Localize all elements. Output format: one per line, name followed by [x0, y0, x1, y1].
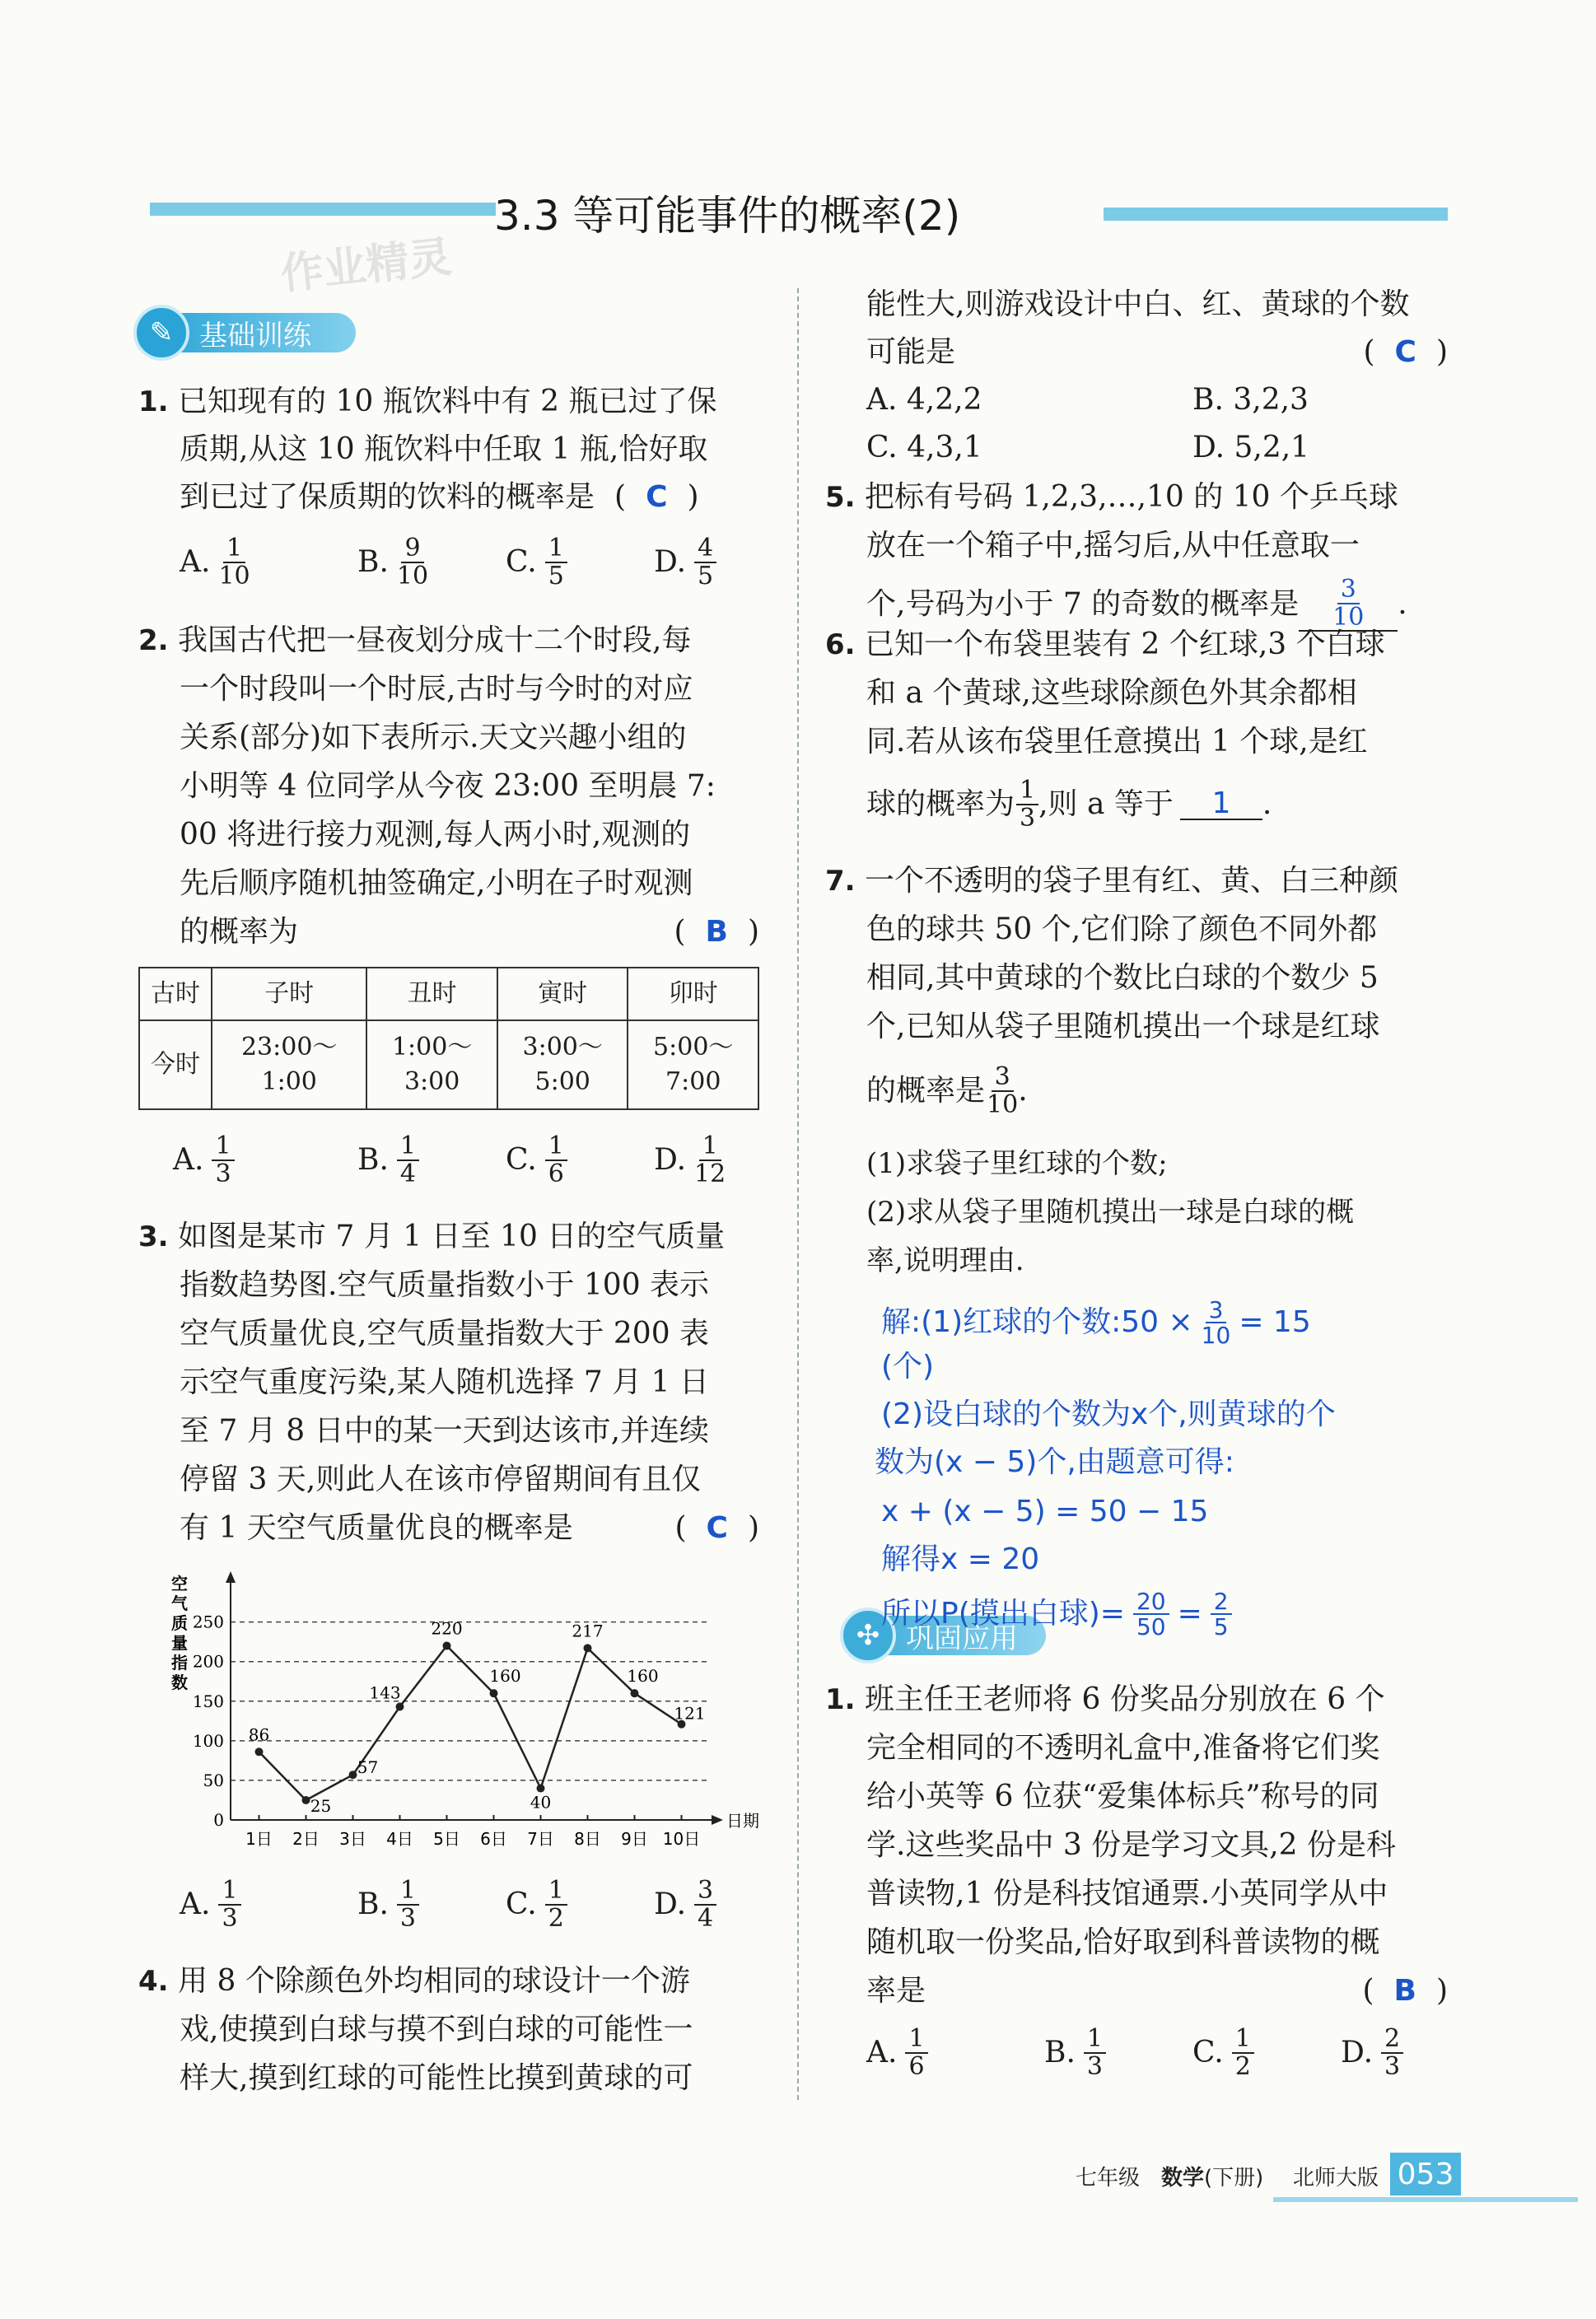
page-number: 053: [1390, 2153, 1461, 2195]
x-tick-label: 8日: [574, 1829, 601, 1849]
q7-sub2b: 率,说明理由.: [866, 1244, 1024, 1277]
data-point: [490, 1689, 498, 1697]
q3-text7: 有 1 天空气质量优良的概率是: [180, 1511, 573, 1545]
q4-answer: C: [1394, 335, 1416, 369]
q6-line2: 和 a 个黄球,这些球除颜色外其余都相: [866, 676, 1357, 710]
q4-option-d: D. 5,2,1: [1192, 431, 1310, 464]
q1-option-a: A. $\frac{1}{10}$: [180, 534, 250, 590]
q1-text1: 已知现有的 10 瓶饮料中有 2 瓶已过了保: [178, 385, 717, 418]
q1-line2: 质期,从这 10 瓶饮料中任取 1 瓶,恰好取: [180, 432, 708, 466]
q4-text1: 用 8 个除颜色外均相同的球设计一个游: [178, 1964, 690, 1998]
x-tick-label: 4日: [386, 1829, 413, 1849]
y-tick-label: 0: [213, 1810, 224, 1830]
q6-line4: 球的概率为 $\frac{1}{3}$ ,则 a 等于 1 .: [866, 776, 1272, 833]
table-cell: 古时: [139, 968, 212, 1020]
q2-line4: 小明等 4 位同学从今夜 23:00 至明晨 7:: [180, 769, 716, 803]
q3-option-a: A. $\frac{1}{3}$: [180, 1878, 241, 1931]
q4-cont-line2: 可能是 ( C ): [866, 335, 1448, 369]
q2-option-d: D. $\frac{1}{12}$: [654, 1132, 726, 1188]
c1-option-b: B. $\frac{1}{3}$: [1044, 2026, 1106, 2079]
q1-answer: C: [646, 480, 668, 514]
q7-solution-unit: (个): [881, 1350, 935, 1383]
q3-text1: 如图是某市 7 月 1 日至 10 日的空气质量: [178, 1220, 726, 1253]
q2-line5: 00 将进行接力观测,每人两小时,观测的: [180, 818, 691, 852]
q2-option-b: B. $\frac{1}{4}$: [357, 1133, 419, 1187]
x-tick-label: 9日: [621, 1829, 648, 1849]
table-cell: 寅时: [497, 968, 628, 1020]
q3-option-d: D. $\frac{3}{4}$: [654, 1878, 716, 1931]
c1-line7: 率是 ( B ): [866, 1974, 1448, 2008]
q5-line2: 放在一个箱子中,摇匀后,从中任意取一: [866, 529, 1360, 562]
y-axis-label: 数: [171, 1673, 188, 1692]
q3-line7: 有 1 天空气质量优良的概率是 ( C ): [180, 1511, 759, 1545]
table-cell: 今时: [139, 1020, 212, 1109]
footer-edition: 北师大版: [1293, 2166, 1379, 2191]
x-tick-label: 7日: [527, 1829, 554, 1849]
section-basic: [150, 313, 356, 352]
q5-answer-n: 3: [1337, 576, 1360, 604]
q2-option-c: C. $\frac{1}{6}$: [506, 1133, 567, 1187]
table-cell: 丑时: [366, 968, 497, 1020]
y-axis-label: 量: [171, 1633, 188, 1653]
section-basic-label: 基础训练: [199, 319, 311, 352]
y-tick-label: 150: [192, 1691, 224, 1711]
title-bar-left: [150, 203, 496, 216]
q3-answer: C: [706, 1511, 728, 1545]
air-quality-chart: [156, 1565, 782, 1861]
data-point: [584, 1644, 592, 1652]
q7-sub2: (2)求从袋子里随机摸出一球是白球的概: [866, 1196, 1355, 1229]
q1-line3: 到已过了保质期的饮料的概率是 ( C ): [180, 480, 699, 514]
time-table: [138, 967, 759, 1110]
data-label: 217: [572, 1621, 604, 1641]
c1-option-a: A. $\frac{1}{6}$: [866, 2026, 928, 2079]
series-line: [259, 1645, 682, 1799]
q7-sub1: (1)求袋子里红球的个数;: [866, 1147, 1168, 1180]
q6-text1: 已知一个布袋里装有 2 个红球,3 个白球: [865, 628, 1385, 661]
data-label: 143: [369, 1682, 401, 1703]
pencil-icon: ✎: [133, 305, 189, 361]
title-bar-right: [1104, 208, 1448, 221]
q6-number: 6.: [825, 628, 856, 661]
q7-line5: 的概率是 $\frac{3}{10}$ .: [866, 1062, 1028, 1119]
x-tick-label: 6日: [480, 1829, 507, 1849]
c1-option-c: C. $\frac{1}{2}$: [1192, 2026, 1254, 2079]
c1-number: 1.: [825, 1683, 856, 1716]
q7-solution-1: 解:(1)红球的个数:50 × $\frac{3}{10}$ = 15: [881, 1296, 1311, 1350]
q3-line3: 空气质量优良,空气质量指数大于 200 表: [180, 1317, 710, 1351]
y-axis-label: 空: [171, 1574, 188, 1593]
data-label: 220: [431, 1618, 463, 1639]
q5-line3: 个,号码为小于 7 的奇数的概率是 $\frac{3}{10}$ .: [866, 575, 1407, 632]
q5-text1: 把标有号码 1,2,3,…,10 的 10 个乒乓球: [865, 480, 1398, 514]
q5-line1: [825, 480, 1398, 514]
c1-line3: 给小英等 6 位获“爱集体标兵”称号的同: [866, 1780, 1379, 1813]
q3-line4: 示空气重度污染,某人随机选择 7 月 1 日: [180, 1365, 710, 1399]
q4-cont-text2: 可能是: [866, 335, 956, 369]
c1-line2: 完全相同的不透明礼盒中,准备将它们奖: [866, 1731, 1380, 1765]
q7-solution-4: 解得x = 20: [881, 1542, 1040, 1576]
q4-number: 4.: [138, 1965, 169, 1998]
data-label: 40: [530, 1792, 552, 1813]
c1-answer: B: [1393, 1974, 1416, 2008]
q7-line1: [825, 866, 1398, 896]
q6-line3: 同.若从该布袋里任意摸出 1 个球,是红: [866, 725, 1368, 758]
x-tick-label: 3日: [339, 1829, 366, 1849]
x-tick-label: 2日: [292, 1829, 320, 1849]
q7-line2: 色的球共 50 个,它们除了颜色不同外都: [866, 912, 1378, 946]
table-row: [139, 1020, 758, 1109]
data-point: [631, 1689, 639, 1697]
q3-line1: [138, 1222, 725, 1252]
q1-text3: 到已过了保质期的饮料的概率是: [180, 480, 595, 514]
x-axis-label: 日期: [726, 1811, 759, 1831]
watermark: 作业精灵: [278, 232, 455, 300]
q3-line5: 至 7 月 8 日中的某一天到达该市,并连续: [180, 1414, 710, 1448]
y-axis-label: 指: [171, 1653, 188, 1673]
y-tick-label: 100: [192, 1730, 224, 1751]
q4-line1: [138, 1964, 690, 1998]
footer-bar: [1273, 2197, 1578, 2202]
q2-answer: B: [705, 915, 728, 949]
q2-option-a: A. $\frac{1}{3}$: [173, 1133, 235, 1187]
q2-line1: [138, 623, 692, 657]
q5-text3: 个,号码为小于 7 的奇数的概率是: [866, 586, 1300, 621]
q6-text4b: ,则 a 等于: [1038, 786, 1174, 821]
q7-line4: 个,已知从袋子里随机摸出一个球是红球: [866, 1010, 1380, 1043]
data-point: [349, 1771, 357, 1779]
q7-line3: 相同,其中黄球的个数比白球的个数少 5: [866, 961, 1379, 995]
data-label: 57: [357, 1757, 379, 1778]
c1-text7: 率是: [866, 1974, 926, 2008]
c1-line1: [825, 1682, 1385, 1716]
q7-text1: 一个不透明的袋子里有红、黄、白三种颜: [865, 864, 1399, 898]
q1-option-c: C. $\frac{1}{5}$: [506, 535, 567, 589]
data-point: [443, 1641, 451, 1649]
q7-text5: 的概率是: [866, 1073, 986, 1108]
table-cell: 5:00～ 7:00: [628, 1020, 758, 1109]
q2-text7: 的概率为: [180, 915, 299, 949]
q4-line3: 样大,摸到红球的可能性比摸到黄球的可: [180, 2061, 693, 2095]
y-axis-label: 质: [171, 1613, 188, 1633]
c1-option-d: D. $\frac{2}{3}$: [1341, 2026, 1403, 2079]
q5-number: 5.: [825, 481, 856, 514]
x-tick-label: 5日: [433, 1829, 460, 1849]
column-divider: [797, 288, 799, 2100]
q1-number: 1.: [138, 385, 169, 418]
page-title: 3.3 等可能事件的概率(2): [494, 192, 961, 240]
table-row: [139, 968, 758, 1020]
q6-text4a: 球的概率为: [866, 786, 1015, 821]
q2-line6: 先后顺序随机抽签确定,小明在子时观测: [180, 866, 693, 900]
y-tick-label: 200: [192, 1651, 224, 1672]
y-tick-label: 250: [192, 1612, 224, 1632]
table-cell: 子时: [212, 968, 366, 1020]
q7-solution-5: 所以P(摸出白球)= $\frac{20}{50}$ = $\frac{2}{5}$: [881, 1589, 1232, 1640]
data-point: [396, 1703, 404, 1711]
q4-option-b: B. 3,2,3: [1192, 383, 1309, 417]
data-point: [302, 1796, 310, 1804]
data-label: 25: [310, 1795, 332, 1816]
q1-option-d: D. $\frac{4}{5}$: [654, 535, 716, 589]
y-axis-arrow: [226, 1571, 236, 1583]
y-axis-label: 气: [171, 1593, 188, 1613]
q7-solution-2b: 数为(x − 5)个,由题意可得:: [875, 1445, 1234, 1479]
data-point: [537, 1785, 545, 1793]
data-label: 160: [489, 1666, 521, 1687]
data-label: 86: [248, 1724, 270, 1745]
q2-text1: 我国古代把一昼夜划分成十二个时段,每: [178, 623, 692, 657]
y-tick-label: 50: [203, 1770, 224, 1790]
table-cell: 卯时: [628, 968, 758, 1020]
q1-line1: [138, 387, 717, 417]
footer-subject: 数学(下册): [1161, 2166, 1264, 2191]
q4-option-c: C. 4,3,1: [866, 431, 982, 464]
q7-number: 7.: [825, 865, 856, 898]
q3-line2: 指数趋势图.空气质量指数小于 100 表示: [180, 1268, 710, 1302]
q3-number: 3.: [138, 1220, 169, 1253]
q4-line2: 戏,使摸到白球与摸不到白球的可能性一: [180, 2013, 693, 2046]
q6-line1: [825, 630, 1385, 660]
q7-solution-3: x + (x − 5) = 50 − 15: [881, 1495, 1209, 1528]
footer-grade: 七年级: [1076, 2166, 1141, 2191]
q7-solution-2a: (2)设白球的个数为x个,则黄球的个: [881, 1397, 1336, 1431]
c1-line6: 随机取一份奖品,恰好取到科普读物的概: [866, 1925, 1380, 1959]
q5-answer-d: 10: [1332, 602, 1365, 632]
q3-line6: 停留 3 天,则此人在该市停留期间有且仅: [180, 1463, 702, 1496]
q4-cont-line1: 能性大,则游戏设计中白、红、黄球的个数: [866, 287, 1410, 321]
data-label: 121: [674, 1703, 706, 1724]
c1-line4: 学.这些奖品中 3 份是学习文具,2 份是科: [866, 1828, 1397, 1862]
q2-line7: 的概率为 ( B ): [180, 915, 759, 949]
x-tick-label: 1日: [245, 1829, 273, 1849]
q5-answer-blank: [1299, 576, 1398, 632]
data-label: 160: [627, 1666, 659, 1687]
table-cell: 3:00～ 5:00: [497, 1020, 628, 1109]
q6-answer: 1: [1211, 786, 1231, 820]
q2-line2: 一个时段叫一个时辰,古时与今时的对应: [180, 672, 693, 706]
data-point: [255, 1747, 264, 1756]
q2-line3: 关系(部分)如下表所示.天文兴趣小组的: [180, 721, 687, 754]
c1-text1: 班主任王老师将 6 份奖品分别放在 6 个: [865, 1682, 1385, 1716]
q1-option-b: B. $\frac{9}{10}$: [357, 534, 429, 590]
x-tick-label: 10日: [662, 1829, 701, 1849]
knot-icon: ✣: [840, 1607, 896, 1663]
section-consolidate-label: 巩固应用: [906, 1621, 1018, 1655]
x-axis-arrow: [712, 1815, 723, 1825]
table-cell: 1:00～ 3:00: [366, 1020, 497, 1109]
table-cell: 23:00～ 1:00: [212, 1020, 366, 1109]
q4-option-a: A. 4,2,2: [866, 383, 982, 417]
q3-option-c: C. $\frac{1}{2}$: [506, 1878, 567, 1931]
q3-option-b: B. $\frac{1}{3}$: [357, 1878, 419, 1931]
q2-number: 2.: [138, 624, 169, 657]
c1-line5: 普读物,1 份是科技馆通票.小英同学从中: [866, 1877, 1388, 1911]
